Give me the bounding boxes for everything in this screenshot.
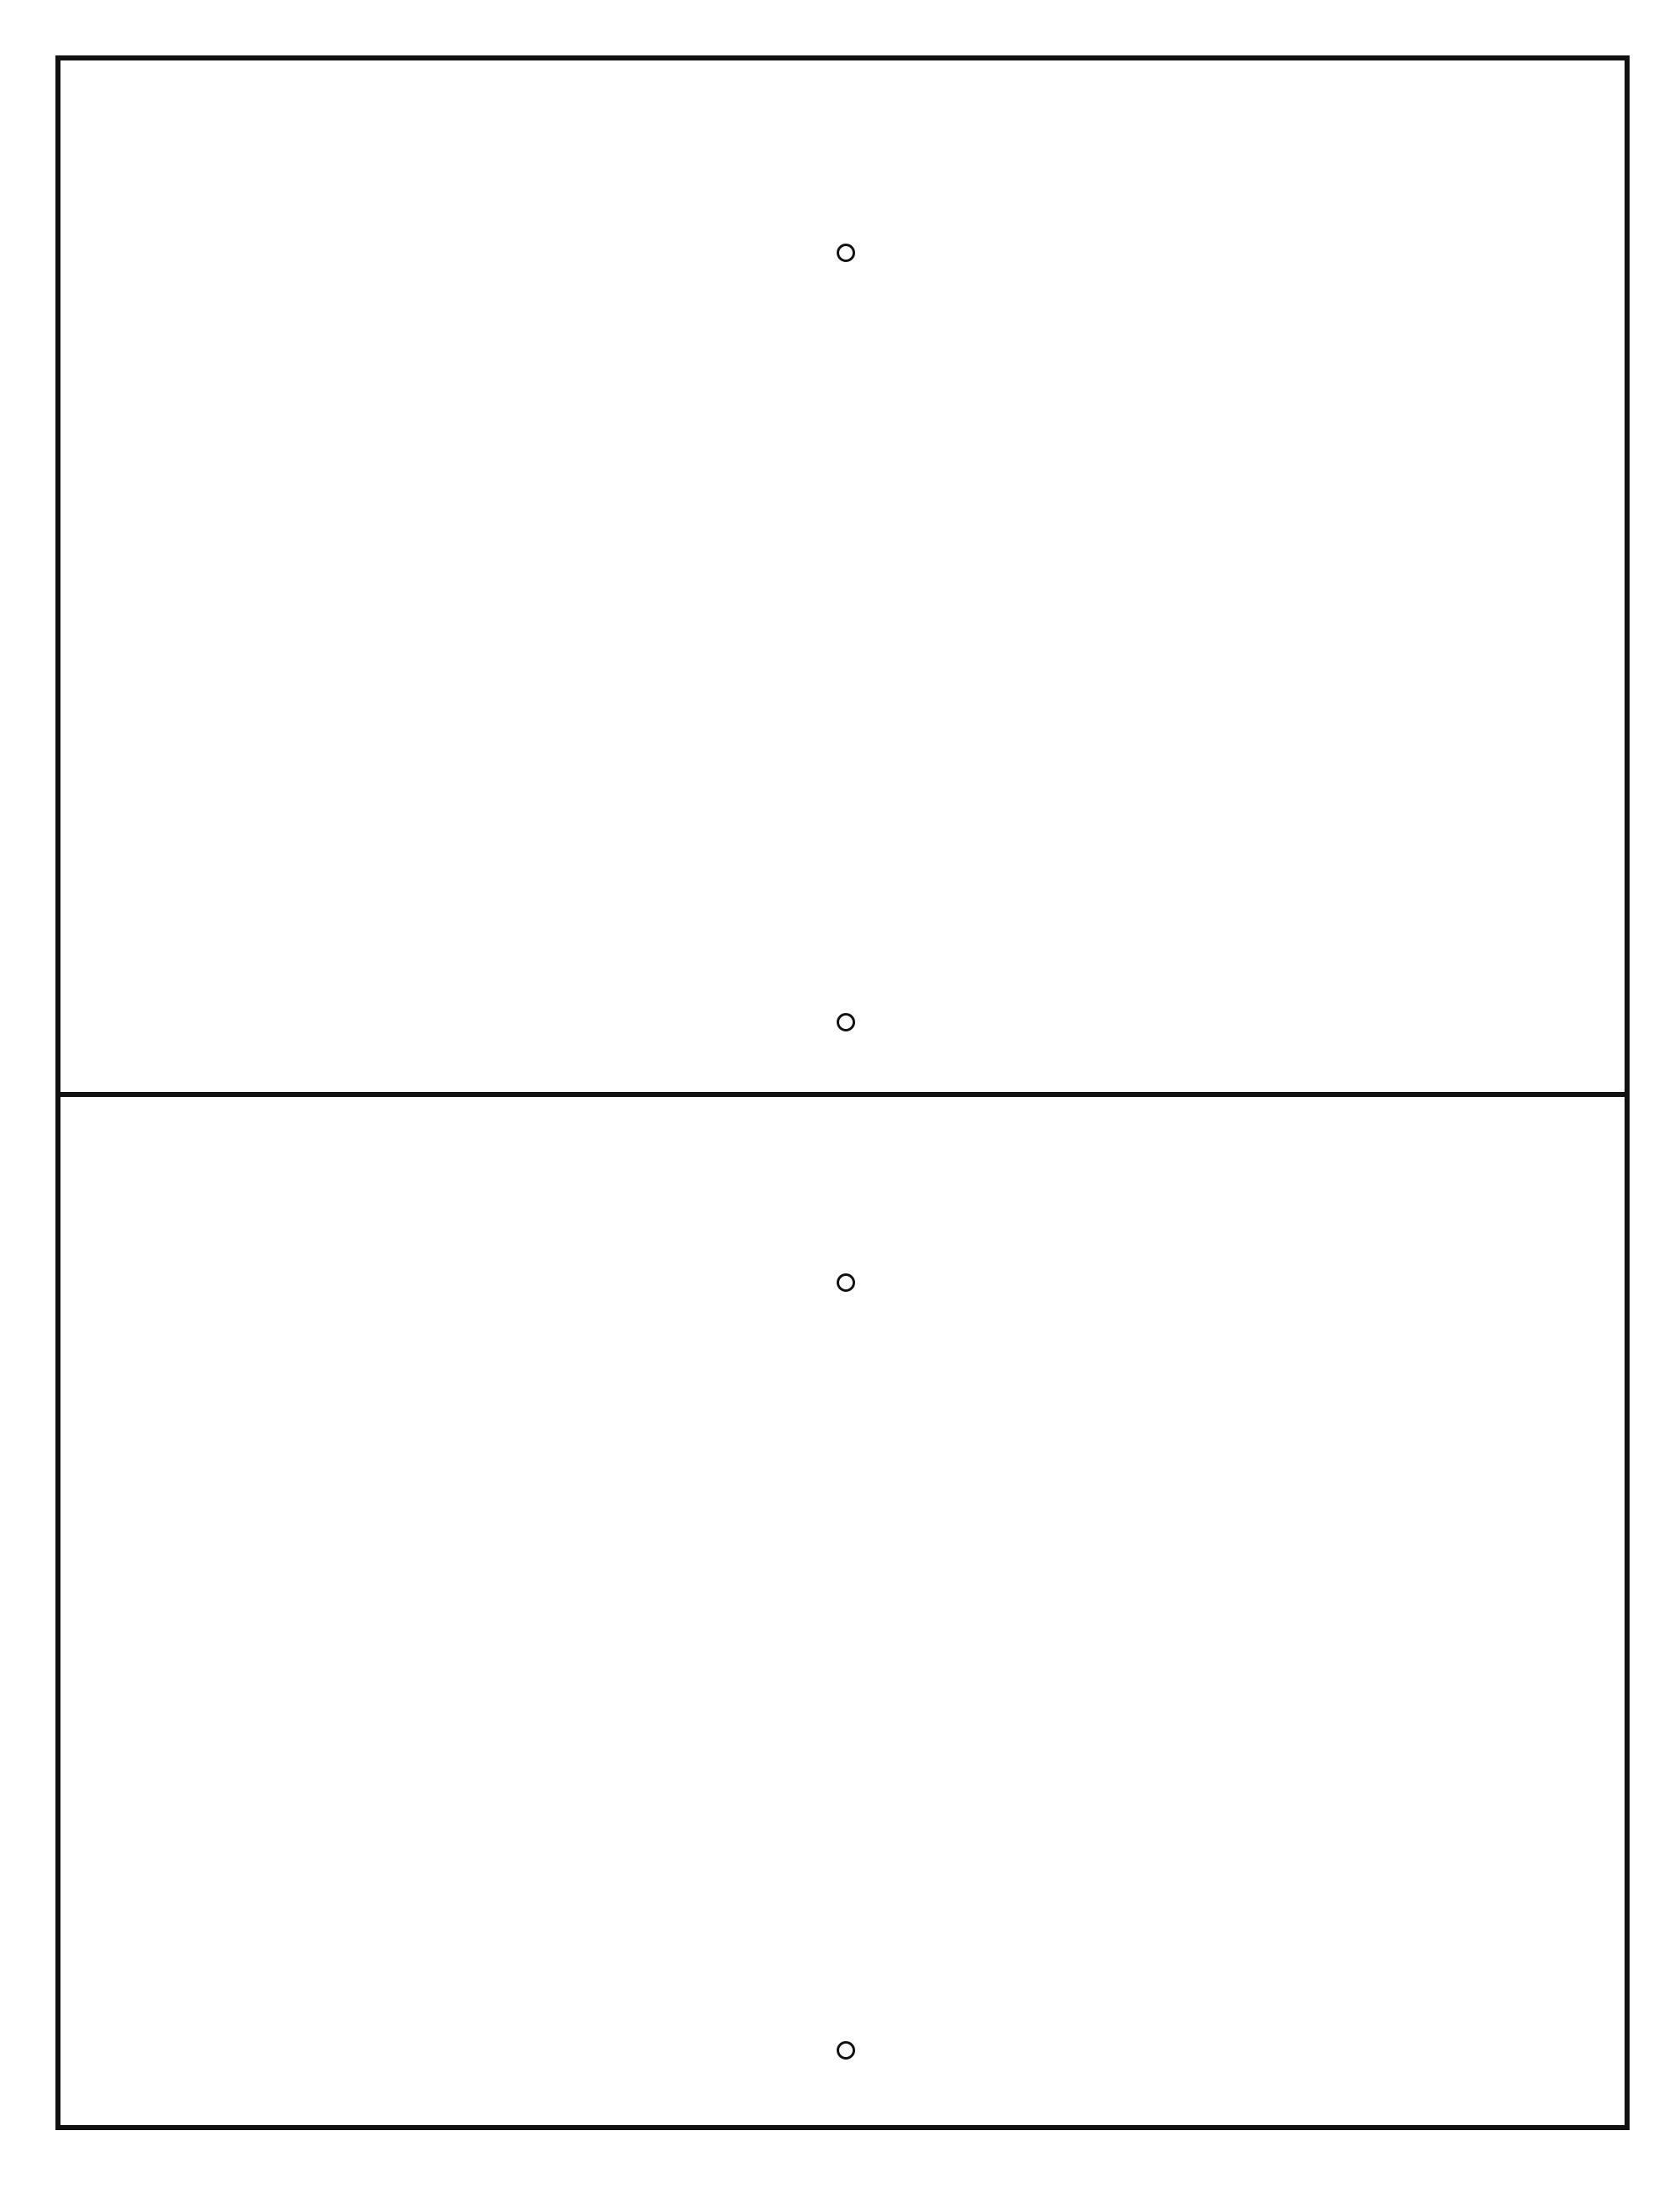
top-running-header (622, 172, 1428, 214)
bottom-running-header (622, 1208, 1428, 1250)
circle-mark (837, 244, 855, 262)
circle-mark (837, 1273, 855, 1292)
bottom-text-panel (84, 1319, 1579, 2075)
panel-divider (55, 1092, 1630, 1097)
top-text-panel (84, 294, 1579, 1050)
